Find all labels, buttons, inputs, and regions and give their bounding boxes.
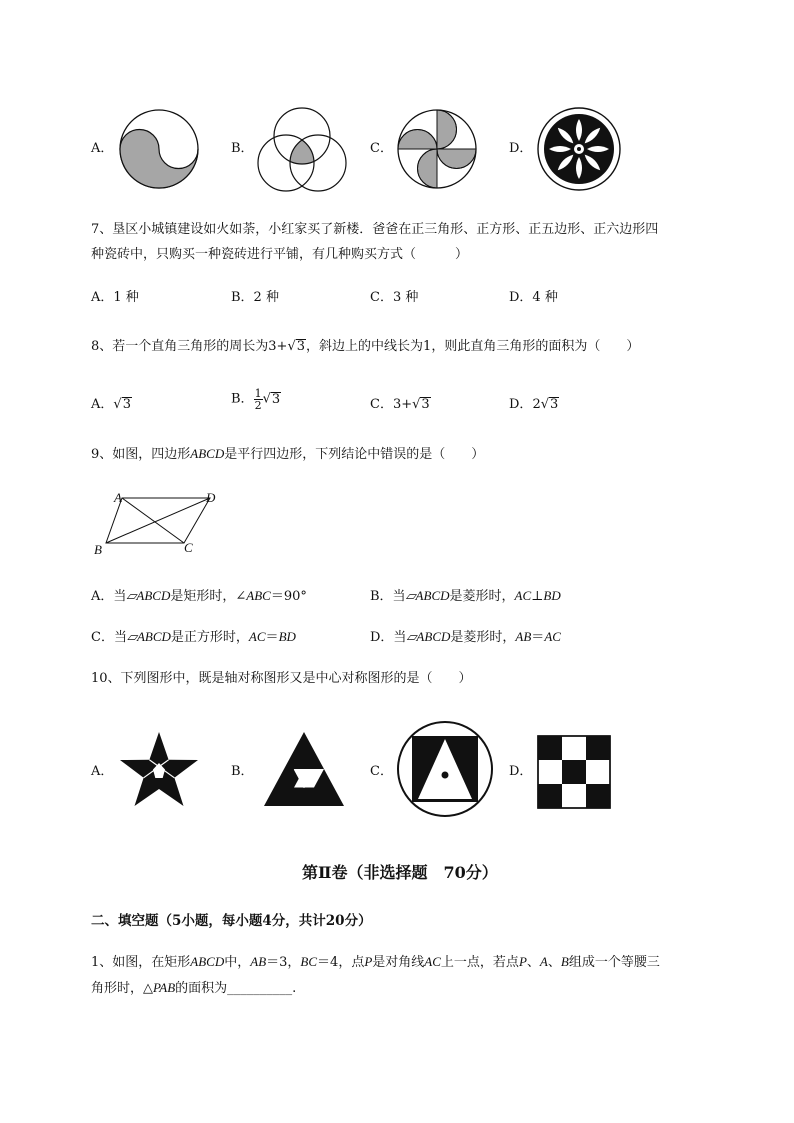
radical-icon: √ — [113, 397, 122, 412]
q9-option-c-mid: 是正方形时， — [170, 630, 249, 645]
q10-option-c-figure-circle-square — [396, 720, 494, 818]
q9-label-b: B — [94, 542, 102, 557]
q8-option-b-fraction — [254, 388, 263, 411]
q10-option-d-label: D． — [509, 764, 533, 779]
q9-option-a-label: A．当 — [91, 589, 127, 604]
q9-option-d-rel: ＝ — [531, 630, 545, 645]
q9-option-b-mid: 是菱形时， — [449, 589, 515, 604]
q9-option-b-x: AC — [514, 588, 532, 603]
q7-option-a: A．1 种 — [91, 290, 139, 305]
q10-option-d-figure-checkerboard — [538, 736, 610, 808]
fill1-p5: 是对角线 — [372, 955, 425, 970]
q10-text: 10、下列图形中，既是轴对称图形又是中心对称图形的是（ ） — [91, 671, 472, 686]
q8-option-a — [91, 395, 132, 415]
q8-text — [91, 337, 639, 357]
q9-option-a — [91, 586, 307, 607]
fill1-p7: 、 — [526, 955, 540, 970]
q8-suffix: ，则此直角三角形的面积为（ ） — [431, 339, 640, 354]
fill1-p6: 上一点，若点 — [440, 955, 519, 970]
q9-option-a-mid: 是矩形时，∠ — [170, 589, 247, 604]
q8-option-c-label: C． — [370, 397, 393, 412]
q8-option-b-numerator: 1 — [254, 387, 262, 400]
q8-median: 1 — [423, 339, 432, 354]
q9-post: 是平行四边形，下列结论中错误的是（ ） — [224, 447, 485, 462]
q8-option-b-radicand: 3 — [271, 392, 281, 407]
q9-label-a: A — [114, 490, 122, 505]
q7-text-line1: 7、垦区小城镇建设如火如荼，小红家买了新楼．爸爸在正三角形、正方形、正五边形、正六边形四 — [91, 222, 659, 237]
q9-option-c-shape: ▱ABCD — [126, 629, 171, 644]
section2-title: 第Ⅱ卷（非选择题 70分） — [302, 863, 498, 882]
q8-option-a-label: A． — [91, 397, 114, 412]
q8-option-d-prefix: 2 — [532, 397, 541, 412]
q8-option-d-label: D． — [509, 397, 533, 412]
q9-text — [91, 444, 484, 465]
fill1-ac: AC — [424, 954, 441, 969]
q8-option-d-radicand: 3 — [550, 397, 559, 412]
q8-option-b — [231, 388, 281, 411]
q9-option-d-y: AC — [544, 629, 561, 644]
q9-option-a-rest: ＝90° — [270, 589, 307, 604]
fill1-p4: ＝4，点 — [317, 955, 365, 970]
q9-label-c: C — [184, 540, 193, 555]
radical-icon: √ — [412, 397, 421, 412]
q6-option-c-label: C． — [370, 141, 393, 156]
q10-option-a-figure-star — [118, 730, 200, 808]
q8-option-c-radicand: 3 — [421, 397, 430, 412]
radical-icon: √ — [287, 339, 296, 354]
q9-label-d: D — [206, 490, 216, 505]
q9-option-a-shape: ▱ABCD — [126, 588, 171, 603]
q8-option-c — [370, 395, 431, 415]
q9-option-b-shape: ▱ABCD — [405, 588, 450, 603]
fill1-p9: 组成一个等腰三 — [568, 955, 660, 970]
q10-option-a-label: A． — [91, 764, 114, 779]
q8-option-a-radicand: 3 — [122, 397, 131, 412]
q6-option-a-label: A． — [91, 141, 114, 156]
fill1-p3: ＝3， — [266, 955, 301, 970]
section2-heading: 二、填空题（5小题，每小题4分，共计20分） — [91, 913, 372, 929]
q9-option-c-x: AC — [248, 629, 266, 644]
q9-option-b — [370, 586, 561, 607]
q9-shape: ABCD — [190, 446, 225, 461]
radical-icon: √ — [262, 391, 271, 407]
fill1-p2: 中， — [224, 955, 251, 970]
fill1-pa: A — [539, 954, 548, 969]
q10-option-b-figure-triangle — [262, 730, 346, 808]
q9-option-a-angle: ABC — [246, 588, 271, 603]
q10-option-c-label: C． — [370, 764, 393, 779]
q10-option-b-label: B． — [231, 764, 254, 779]
q8-prefix: 8、若一个直角三角形的周长为 — [91, 339, 269, 354]
q8-perimeter-a: 3+ — [268, 339, 288, 354]
radical-icon: √ — [540, 397, 550, 412]
q9-pre: 9、如图，四边形 — [91, 447, 191, 462]
q9-option-d-shape: ▱ABCD — [406, 629, 451, 644]
fill1-p8: 、 — [547, 955, 561, 970]
q9-option-d-mid: 是菱形时， — [450, 630, 516, 645]
q9-option-c-label: C．当 — [91, 630, 127, 645]
q6-option-b-figure-three-circles — [256, 106, 348, 192]
q9-option-d — [370, 627, 561, 648]
fill1-tri: PAB — [153, 980, 176, 995]
q8-option-b-denominator: 2 — [254, 399, 262, 412]
q9-option-b-label: B．当 — [370, 589, 406, 604]
q8-middle: ，斜边上的中线长为 — [306, 339, 424, 354]
q6-option-d-label: D． — [509, 141, 533, 156]
fill1-shape: ABCD — [190, 954, 225, 969]
q9-option-b-y: BD — [543, 588, 561, 603]
q7-option-c: C．3 种 — [370, 290, 419, 305]
q6-option-d-figure-ornament — [536, 106, 622, 192]
q9-option-c — [91, 627, 296, 648]
fill1-line2a: 角形时，△ — [91, 981, 153, 996]
fill1-line2b: 的面积为__________. — [175, 981, 297, 996]
q6-option-a-figure-yinyang — [118, 108, 200, 190]
q8-option-b-label: B． — [231, 391, 254, 407]
q9-option-b-rel: ⊥ — [531, 589, 544, 604]
q7-text-line2: 种瓷砖中，只购买一种瓷砖进行平铺，有几种购买方式（ ） — [91, 247, 469, 262]
q9-parallelogram-figure — [92, 488, 222, 558]
q9-option-d-label: D．当 — [370, 630, 407, 645]
q9-option-d-x: AB — [515, 629, 532, 644]
fill1-pp: P — [518, 954, 527, 969]
fill1-ab: AB — [250, 954, 267, 969]
fill1-bc: BC — [300, 954, 318, 969]
q6-option-c-figure-pinwheel — [396, 108, 478, 190]
fill1-line1 — [91, 952, 660, 973]
q7-option-b: B．2 种 — [231, 290, 279, 305]
q8-option-c-prefix: 3+ — [392, 397, 413, 412]
fill1-p1: 1、如图，在矩形 — [91, 955, 191, 970]
fill1-pt: P — [364, 954, 373, 969]
q7-option-d: D．4 种 — [509, 290, 558, 305]
q9-option-c-y: BD — [278, 629, 296, 644]
fill1-pb: B — [560, 954, 569, 969]
q8-option-d — [509, 395, 559, 415]
q9-option-c-rel: ＝ — [265, 630, 279, 645]
fill1-line2 — [91, 978, 296, 999]
q6-option-b-label: B． — [231, 141, 254, 156]
q8-perimeter-b: 3 — [296, 339, 306, 354]
